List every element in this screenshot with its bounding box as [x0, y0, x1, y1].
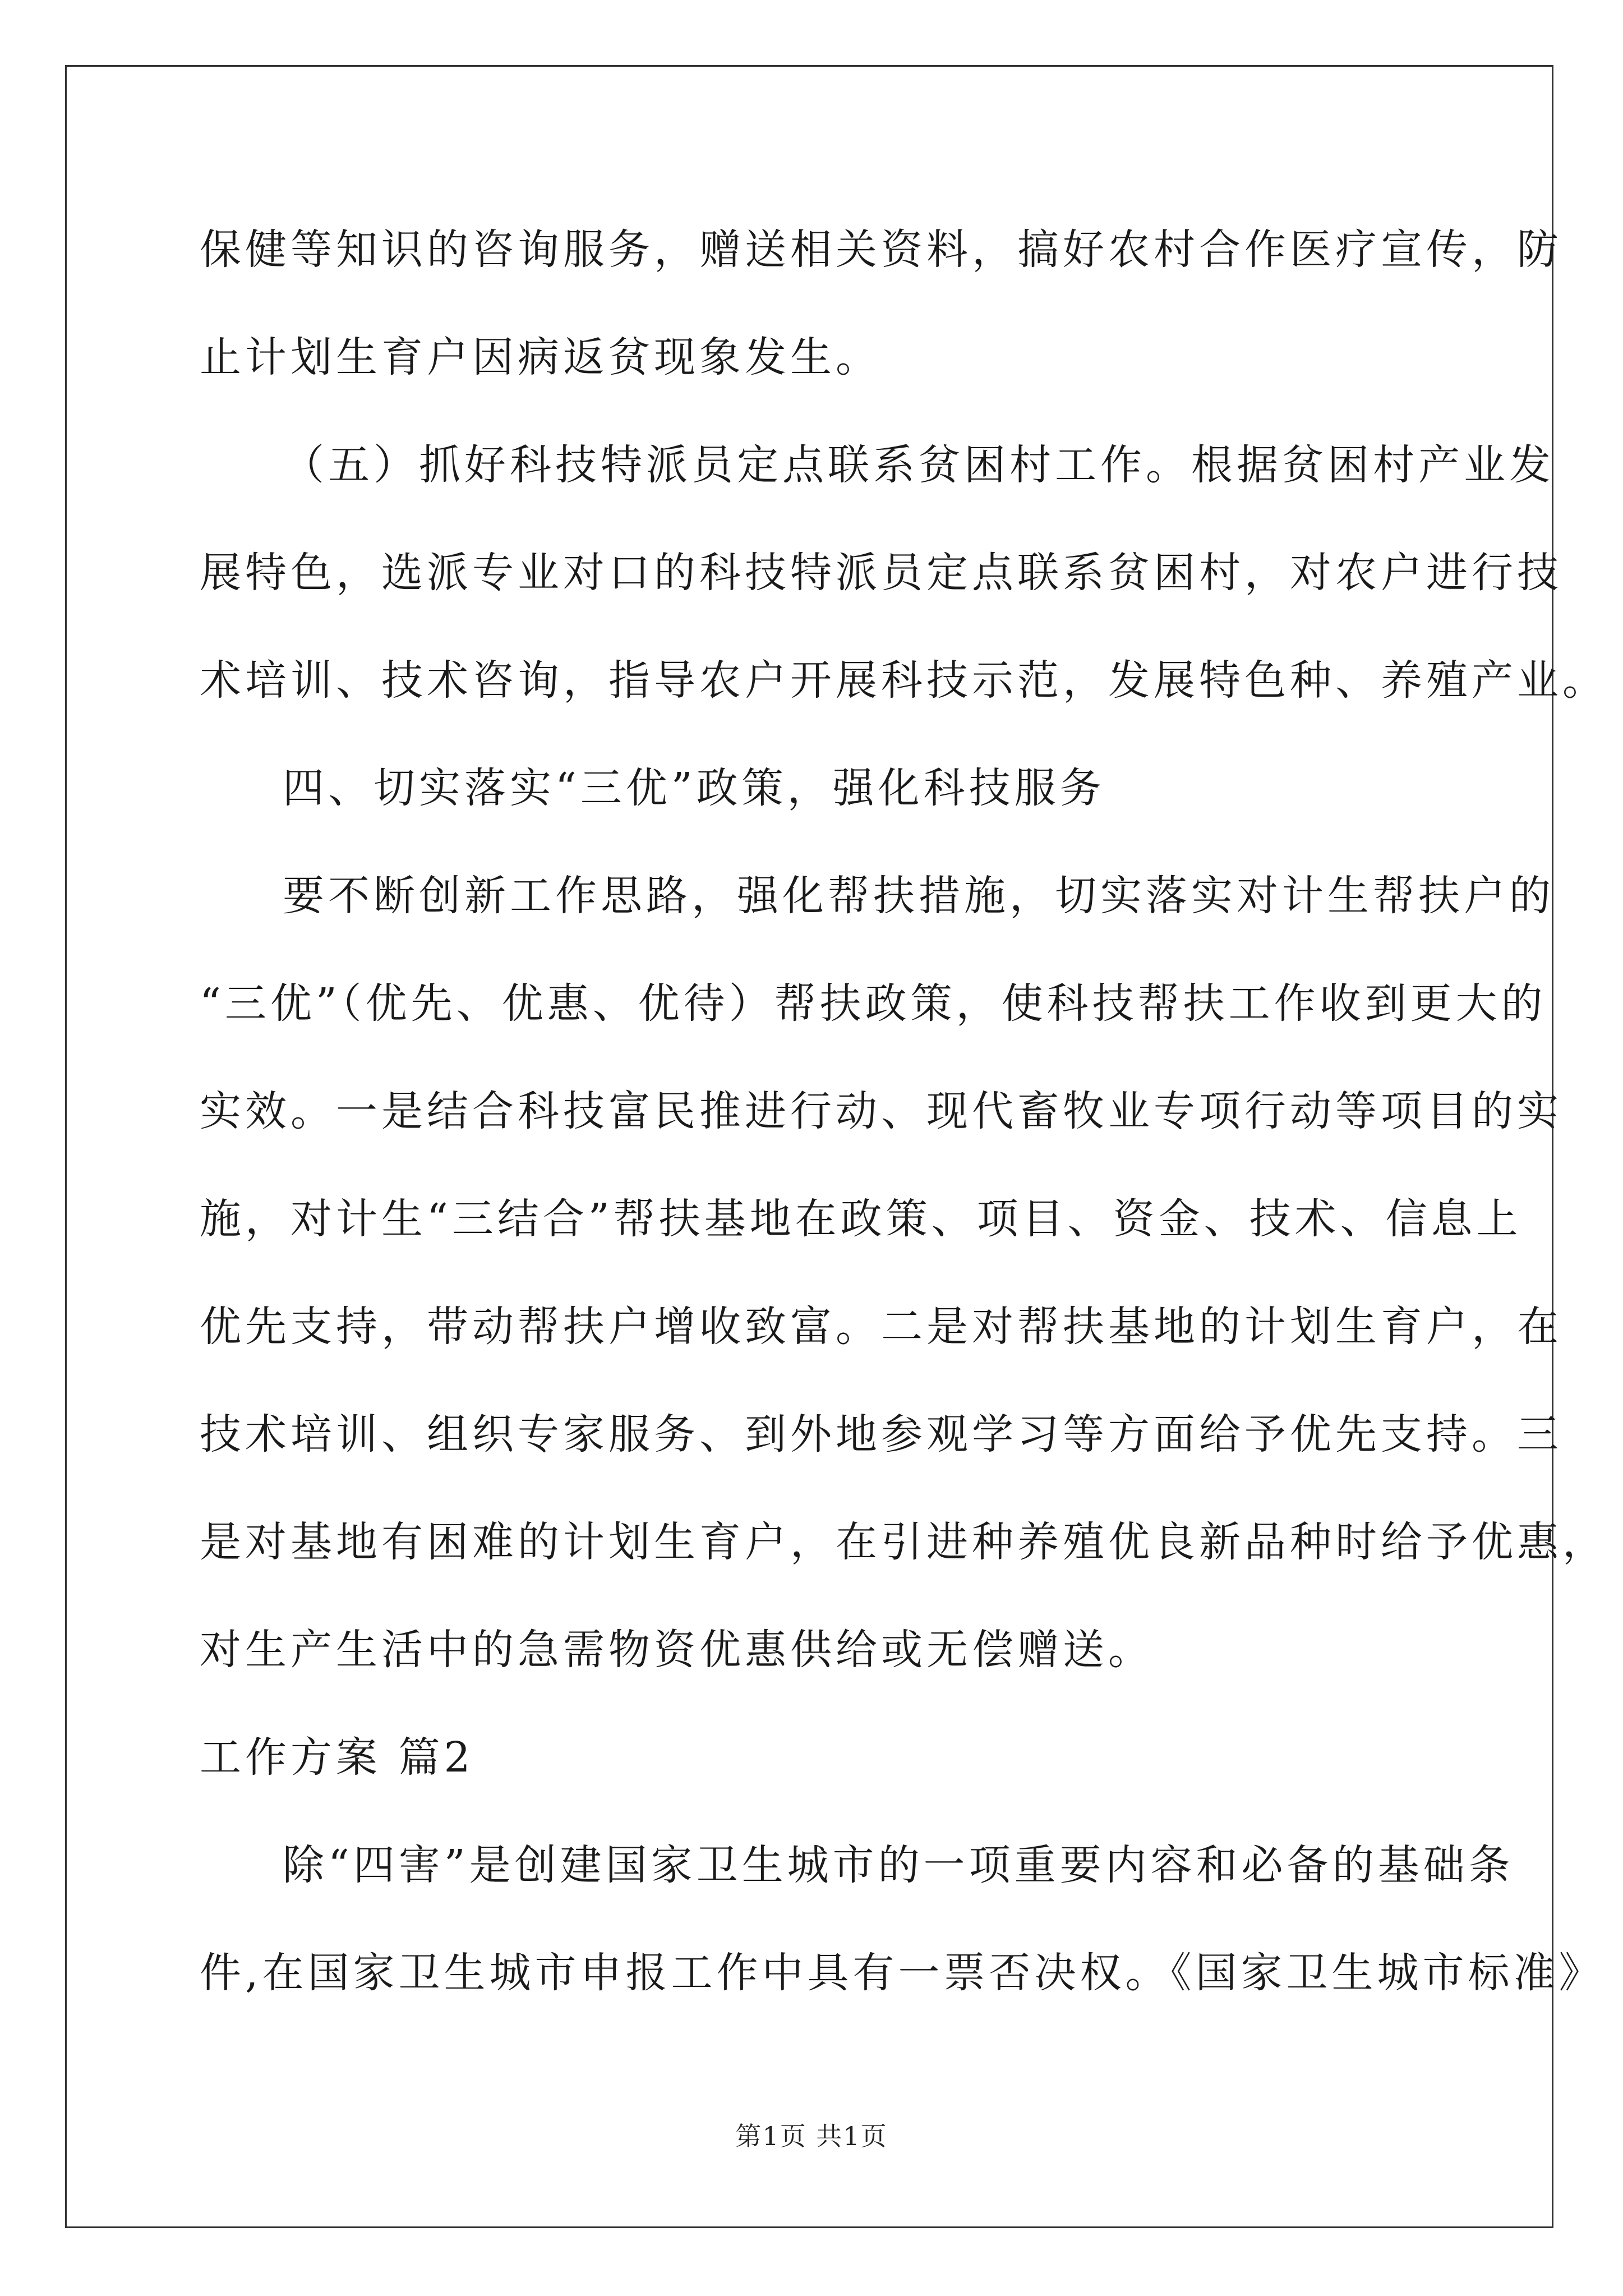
paragraph-line: 对生产生活中的急需物资优惠供给或无偿赠送。 [200, 1626, 1154, 1674]
document-body [200, 213, 1608, 2044]
paragraph-line: 展特色，选派专业对口的科技特派员定点联系贫困村，对农户进行技 [200, 549, 1562, 597]
page-number-footer: 第1页 共1页 [735, 2121, 888, 2151]
subsection-heading: 四、切实落实“三优”政策，强化科技服务 [283, 764, 1105, 812]
paragraph-line: 保健等知识的咨询服务，赠送相关资料，搞好农村合作医疗宣传，防 [200, 226, 1562, 274]
paragraph-line: 件,在国家卫生城市申报工作中具有一票否决权。《国家卫生城市标准》 [200, 1949, 1604, 1997]
paragraph-line: （五）抓好科技特派员定点联系贫困村工作。根据贫困村产业发 [283, 441, 1555, 489]
paragraph-line: 是对基地有困难的计划生育户，在引进种养殖优良新品种时给予优惠， [200, 1518, 1608, 1566]
paragraph-line: 施，对计生“三结合”帮扶基地在政策、项目、资金、技术、信息上 [200, 1195, 1522, 1243]
paragraph-line: “三优”（优先、优惠、优待）帮扶政策，使科技帮扶工作收到更大的 [200, 979, 1547, 1028]
paragraph-line: 优先支持，带动帮扶户增收致富。二是对帮扶基地的计划生育户，在 [200, 1303, 1562, 1351]
paragraph-line: 技术培训、组织专家服务、到外地参观学习等方面给予优先支持。三 [200, 1410, 1562, 1458]
paragraph-line: 实效。一是结合科技富民推进行动、现代畜牧业专项行动等项目的实 [200, 1087, 1562, 1135]
paragraph-line: 除“四害”是创建国家卫生城市的一项重要内容和必备的基础条 [283, 1841, 1514, 1889]
paragraph-line: 术培训、技术咨询，指导农户开展科技示范，发展特色种、养殖产业。 [200, 656, 1608, 705]
section-heading: 工作方案 篇2 [200, 1733, 474, 1782]
paragraph-line: 止计划生育户因病返贫现象发生。 [200, 333, 881, 381]
paragraph-line: 要不断创新工作思路，强化帮扶措施，切实落实对计生帮扶户的 [283, 872, 1555, 920]
